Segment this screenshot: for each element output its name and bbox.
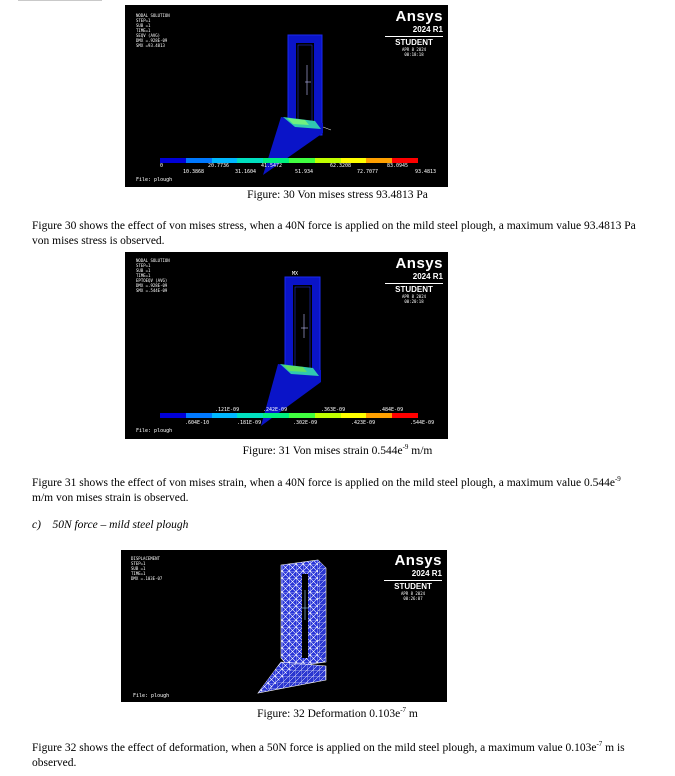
legend-label: .302E-09 [293, 420, 318, 426]
subheading-marker: c) [32, 519, 41, 531]
legend-color-segment [341, 413, 367, 418]
legend-color-segment [392, 413, 418, 418]
figure-31-image [125, 252, 448, 439]
legend-label: 83.0945 [387, 163, 409, 169]
caption-text: Figure: 31 Von mises strain 0.544e [242, 444, 403, 457]
figure-31-info [136, 258, 170, 293]
legend-color-segment [212, 413, 238, 418]
ansys-brand: Ansys [395, 8, 443, 25]
ansys-edition: STUDENT [385, 283, 443, 294]
legend-label: 0 [160, 163, 164, 169]
ansys-time: 00:20:18 [404, 299, 424, 304]
caption-exponent: -7 [400, 706, 407, 714]
legend-color-segment [315, 413, 341, 418]
legend-label: .363E-09 [321, 407, 346, 413]
ansys-logo [385, 255, 443, 304]
info-line: SUB =1 [136, 268, 151, 273]
legend-color-segment [366, 413, 392, 418]
paragraph-line [32, 737, 652, 756]
max-marker-label: MX [292, 271, 299, 277]
paragraph-line: Figure 30 shows the effect of von mises stress, when a 40N force is applied on the mild steel plough, a maximum value 93.4813 Pa [32, 220, 636, 232]
paragraph-figure-31 [32, 472, 652, 506]
legend-color-segment [186, 413, 212, 418]
paragraph-text-tail: m is [602, 741, 625, 754]
ansys-edition: STUDENT [384, 580, 442, 591]
info-line: DMX =.928E-09 [136, 283, 168, 288]
legend-label: .121E-09 [215, 407, 240, 413]
caption-unit: m [406, 707, 418, 720]
legend-label: 93.4813 [415, 169, 437, 175]
section-subheading [32, 519, 188, 531]
figure-30-image [125, 5, 448, 187]
info-line: STEP=1 [136, 263, 151, 268]
info-line: TIME=1 [136, 273, 151, 278]
legend-label: 41.5472 [261, 163, 283, 169]
page-top-rule [18, 0, 102, 1]
paragraph-line: observed. [32, 756, 77, 769]
info-line: DMX =.928E-09 [136, 38, 168, 43]
info-line: EPTOEQV (AVG) [136, 278, 168, 283]
ansys-release: 2024 R1 [412, 272, 443, 281]
legend-label: 62.3208 [330, 163, 352, 169]
legend-color-segment [289, 413, 315, 418]
info-line: STEP=1 [136, 18, 151, 23]
paragraph-exponent: -9 [614, 475, 621, 483]
ansys-date: APR 8 2024 [401, 294, 427, 299]
figure-31-color-legend [160, 413, 418, 418]
ansys-time: 00:18:18 [404, 52, 424, 57]
legend-label: .484E-09 [379, 407, 404, 413]
ansys-logo [385, 8, 443, 57]
info-line: SUB =1 [131, 566, 146, 571]
subheading-text: 50N force – mild steel plough [52, 519, 189, 531]
legend-color-segment [160, 158, 186, 163]
file-label: File: plough [133, 693, 170, 699]
figure-32-info [131, 556, 162, 581]
legend-label: 10.3868 [183, 169, 205, 175]
paragraph-line: von mises stress is observed. [32, 235, 165, 247]
file-label: File: plough [136, 177, 173, 183]
legend-label: .604E-10 [185, 420, 210, 426]
caption-text: Figure: 32 Deformation 0.103e [257, 707, 401, 720]
legend-label: .242E-09 [263, 407, 288, 413]
legend-color-segment [263, 413, 289, 418]
figure-30-color-legend [160, 158, 418, 163]
info-line: SMX =.544E-09 [136, 288, 168, 293]
figure-32-caption [0, 706, 675, 720]
legend-label: .544E-09 [410, 420, 435, 426]
legend-color-segment [237, 413, 263, 418]
caption-unit: m/m [408, 444, 433, 457]
caption-exponent: -9 [402, 443, 409, 451]
legend-label: 51.934 [295, 169, 314, 175]
info-line: NODAL SOLUTION [136, 258, 170, 263]
info-line: NODAL SOLUTION [136, 13, 170, 18]
ansys-brand: Ansys [394, 552, 442, 569]
info-line: SUB =1 [136, 23, 151, 28]
legend-color-segment [160, 413, 186, 418]
legend-label: 72.7077 [357, 169, 379, 175]
paragraph-figure-30 [32, 219, 652, 249]
legend-label: .423E-09 [351, 420, 376, 426]
figure-32-image [121, 550, 447, 702]
paragraph-figure-32 [32, 737, 652, 771]
figure-31-caption [0, 443, 675, 457]
ansys-release: 2024 R1 [412, 25, 443, 34]
ansys-brand: Ansys [395, 255, 443, 272]
info-line: TIME=1 [131, 571, 146, 576]
legend-label: .181E-09 [237, 420, 262, 426]
ansys-date: APR 8 2024 [400, 591, 426, 596]
ansys-logo [384, 552, 442, 601]
info-line: TIME=1 [136, 28, 151, 33]
legend-label: 20.7736 [208, 163, 230, 169]
legend-color-segment [289, 158, 315, 163]
ansys-time: 00:26:07 [403, 596, 423, 601]
figure-30-caption: Figure: 30 Von mises stress 93.4813 Pa [247, 189, 428, 201]
legend-label: 31.1604 [235, 169, 257, 175]
info-line: DISPLACEMENT [131, 556, 160, 561]
ansys-edition: STUDENT [385, 36, 443, 47]
paragraph-line: m/m von mises strain is observed. [32, 491, 189, 504]
paragraph-exponent: -7 [596, 740, 603, 748]
file-label: File: plough [136, 428, 173, 434]
paragraph-line [32, 472, 652, 491]
info-line: SEQV (AVG) [136, 33, 161, 38]
paragraph-text: Figure 31 shows the effect of von mises strain, when a 40N force is applied on the mild steel plough, a maximum value 0.544e [32, 476, 615, 489]
paragraph-text: Figure 32 shows the effect of deformation, when a 50N force is applied on the mild steel plough, a maximum value 0.103e [32, 741, 597, 754]
legend-color-segment [237, 158, 263, 163]
figure-30-info [136, 13, 170, 48]
ansys-date: APR 8 2024 [401, 47, 427, 52]
info-line: DMX =.103E-07 [131, 576, 163, 581]
ansys-release: 2024 R1 [411, 569, 442, 578]
info-line: STEP=1 [131, 561, 146, 566]
info-line: SMX =93.4813 [136, 43, 165, 48]
